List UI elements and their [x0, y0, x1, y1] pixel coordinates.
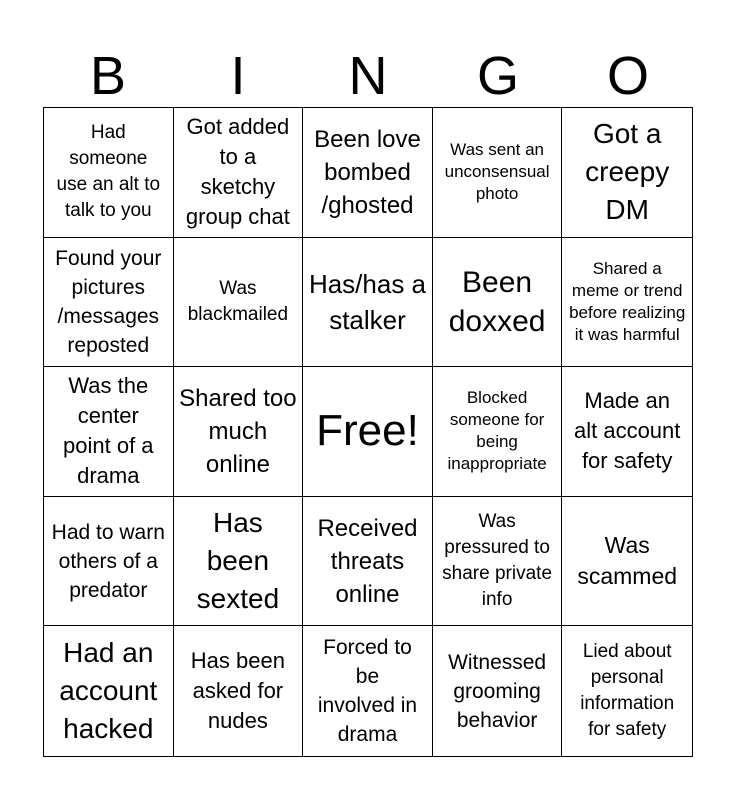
bingo-cell-i3[interactable]	[174, 367, 304, 497]
cell-text: Had an account hacked	[59, 637, 158, 745]
bingo-cell-b5[interactable]	[44, 626, 174, 756]
cell-text: Was scammed	[577, 532, 678, 590]
free-space-cell[interactable]	[303, 367, 433, 497]
cell-text: Has been asked for nudes	[190, 648, 285, 734]
bingo-board	[43, 107, 693, 757]
free-space-label: Free!	[316, 406, 419, 456]
bingo-cell-g2[interactable]	[433, 238, 563, 368]
header-letter-i: I	[230, 46, 246, 106]
cell-text: Blocked someone for being inappropriate	[447, 388, 547, 474]
bingo-cell-i4[interactable]	[174, 497, 304, 627]
header-letter-n: N	[348, 46, 388, 106]
cell-text: Made an alt account for safety	[573, 388, 681, 474]
cell-text: Forced to be involved in drama	[317, 636, 418, 747]
header-letter-b: B	[89, 46, 127, 106]
cell-text: Has been sexted	[196, 507, 280, 615]
bingo-cell-o4[interactable]	[562, 497, 692, 627]
bingo-cell-b1[interactable]	[44, 108, 174, 238]
bingo-cell-n2[interactable]	[303, 238, 433, 368]
cell-text: Was sent an unconsensual photo	[444, 140, 550, 204]
cell-text: Lied about personal information for safety	[580, 641, 675, 741]
cell-text: Received threats online	[317, 514, 418, 608]
cell-text: Was blackmailed	[187, 277, 289, 325]
cell-text: Was the center point of a drama	[63, 373, 154, 489]
bingo-cell-b4[interactable]	[44, 497, 174, 627]
cell-text: Shared too much online	[179, 384, 297, 478]
bingo-cell-o2[interactable]	[562, 238, 692, 368]
cell-text: Has/has a stalker	[308, 268, 427, 335]
bingo-cell-o5[interactable]	[562, 626, 692, 756]
bingo-cell-n5[interactable]	[303, 626, 433, 756]
bingo-cell-g5[interactable]	[433, 626, 563, 756]
bingo-cell-o1[interactable]	[562, 108, 692, 238]
cell-text: Been love bombed /ghosted	[314, 125, 421, 219]
bingo-cell-i2[interactable]	[174, 238, 304, 368]
cell-text: Had someone use an alt to talk to you	[56, 122, 161, 222]
bingo-header	[43, 44, 693, 108]
bingo-cell-g4[interactable]	[433, 497, 563, 627]
cell-text: Shared a meme or trend before realizing it was harmful	[569, 258, 686, 344]
cell-text: Been doxxed	[448, 265, 546, 338]
bingo-cell-n4[interactable]	[303, 497, 433, 627]
bingo-cell-i5[interactable]	[174, 626, 304, 756]
bingo-cell-g3[interactable]	[433, 367, 563, 497]
header-letter-g: G	[476, 46, 519, 106]
bingo-cell-b3[interactable]	[44, 367, 174, 497]
bingo-cell-n1[interactable]	[303, 108, 433, 238]
cell-text: Witnessed grooming behavior	[448, 650, 547, 732]
bingo-cell-b2[interactable]	[44, 238, 174, 368]
bingo-cell-i1[interactable]	[174, 108, 304, 238]
cell-text: Got a creepy DM	[585, 118, 670, 226]
header-letter-o: O	[606, 46, 649, 106]
cell-text: Got added to a sketchy group chat	[185, 114, 290, 230]
bingo-cell-o3[interactable]	[562, 367, 692, 497]
bingo-cell-g1[interactable]	[433, 108, 563, 238]
cell-text: Had to warn others of a predator	[51, 520, 165, 602]
cell-text: Found your pictures /messages reposted	[55, 246, 162, 357]
cell-text: Was pressured to share private info	[442, 511, 553, 611]
